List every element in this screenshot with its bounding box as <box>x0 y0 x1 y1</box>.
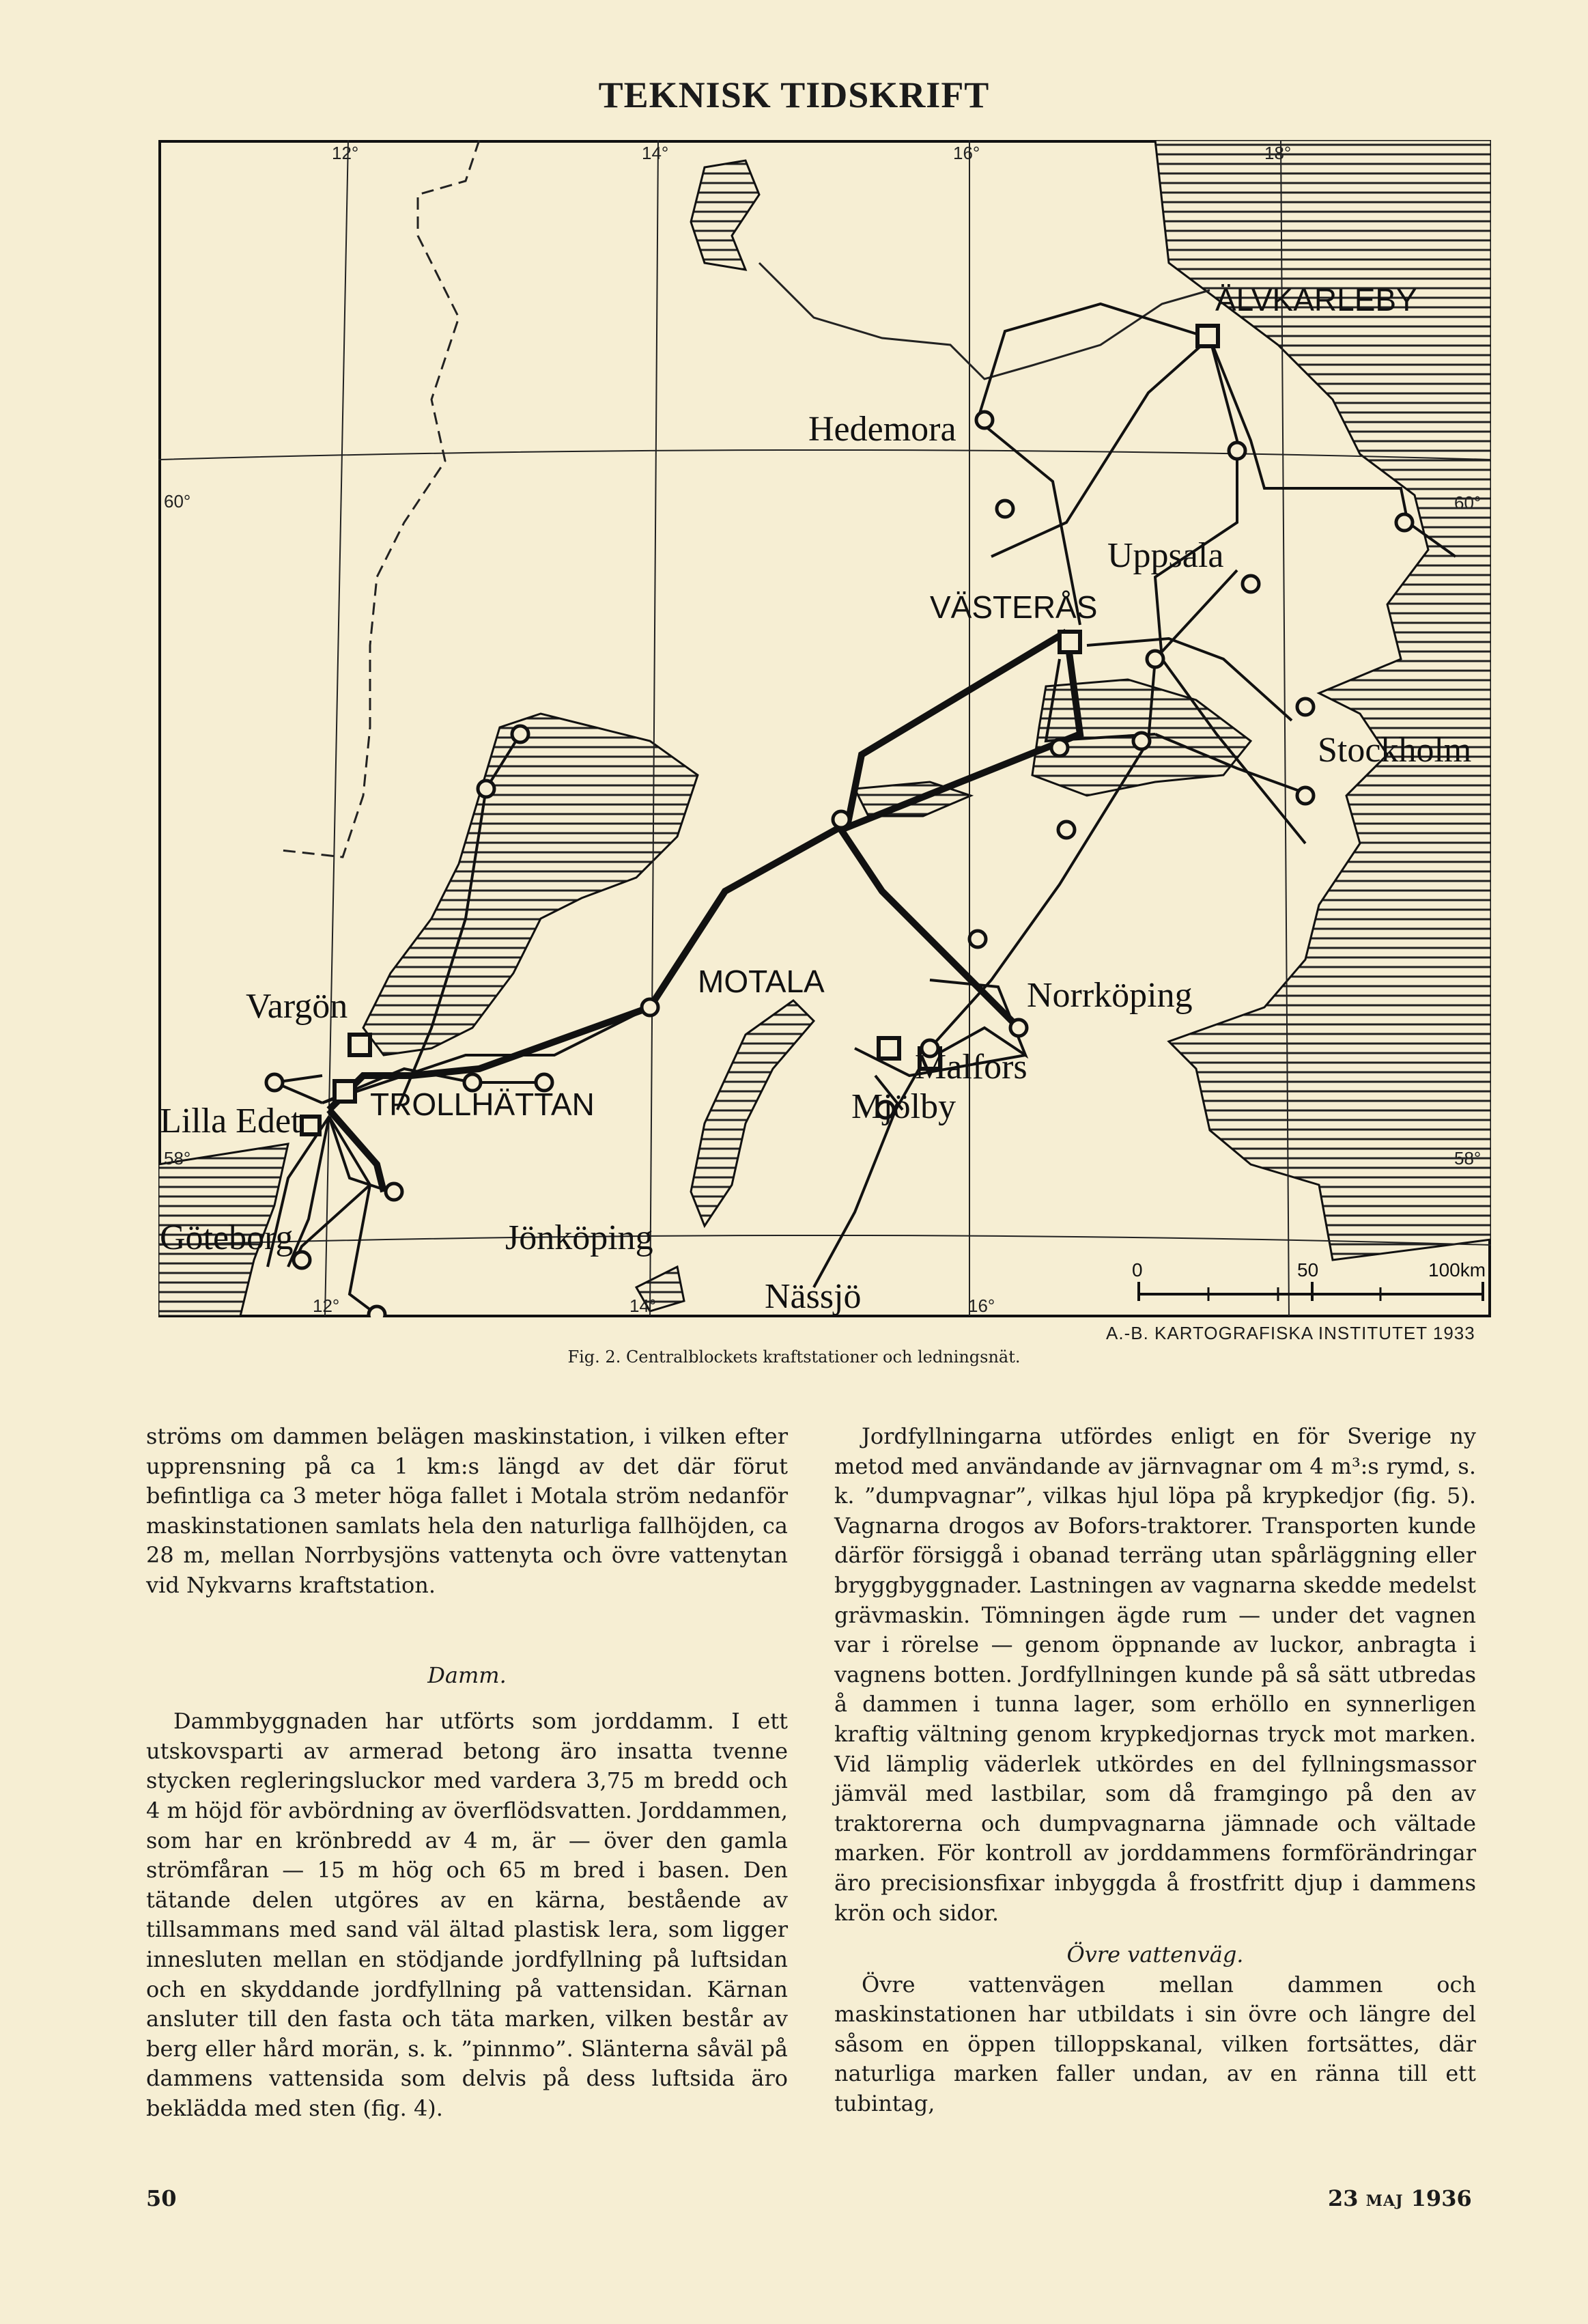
label-mjolby: Mjölby <box>851 1087 956 1126</box>
issue-year: 1936 <box>1410 2185 1472 2211</box>
river-dalalven <box>759 263 1210 379</box>
label-stockholm: Stockholm <box>1318 731 1472 770</box>
lat-label-60-right: 60° <box>1454 492 1481 513</box>
lon-label-16-bottom: 16° <box>968 1296 995 1316</box>
heading-ovre-vattenvag: Övre vattenväg. <box>1066 1942 1244 1968</box>
lat-label-58: 58° <box>164 1148 191 1168</box>
lon-label-12: 12° <box>332 143 359 163</box>
label-uppsala: Uppsala <box>1107 536 1224 575</box>
lake-siljan <box>691 160 759 270</box>
issue-day: 23 <box>1328 2185 1359 2211</box>
lon-label-16: 16° <box>953 143 980 163</box>
label-nassjo: Nässjö <box>765 1277 862 1316</box>
map-svg <box>158 140 1491 1317</box>
heading-damm: Damm. <box>427 1662 507 1688</box>
label-motala: MOTALA <box>698 964 825 999</box>
national-border <box>281 140 479 857</box>
scale-bar <box>1132 1259 1486 1301</box>
map-publisher-credit: A.-B. KARTOGRAFISKA INSTITUTET 1933 <box>1106 1323 1475 1343</box>
label-alvkarleby: ÄLVKARLEBY <box>1215 282 1417 318</box>
label-malfors: Malfors <box>915 1048 1027 1087</box>
issue-date <box>1328 2185 1472 2211</box>
label-norrkoping: Norrköping <box>1027 976 1193 1015</box>
map-figure <box>158 140 1491 1317</box>
label-hedemora: Hedemora <box>808 410 956 449</box>
left-paragraph-1: ströms om dammen belägen maskinstation, i vilken efter upprensning på ca 1 km:s längd av det där förut befintliga ca 3 meter höga fallet i Motala ström nedanför maskinstationen samlats hela den naturliga fallhöjden, ca 28 m, mellan Norrbysjöns vattenyta och övre vattenytan vid Nykvarns kraftstation. <box>146 1423 788 1598</box>
lon-label-18: 18° <box>1264 143 1292 163</box>
label-trollhattan: TROLLHÄTTAN <box>370 1087 595 1122</box>
left-column <box>146 1422 788 2123</box>
figure-caption: Fig. 2. Centralblockets kraftstationer och ledningsnät. <box>567 1347 1021 1367</box>
lat-label-60: 60° <box>164 491 191 512</box>
left-paragraph-2: Dammbyggnaden har utförts som jorddamm. I ett utskovsparti av armerad betong äro insatta tvenne stycken regleringsluckor med vardera 3,75 m bredd och 4 m höjd för avbördning av överflödsvatten. Jorddammen, som har en krönbredd av 4 m, är — över den gamla strömfåran — 15 m hög och 65 m bred i basen. Den tätande delen utgöres av en kärna, bestående av tillsammans med sand väl ältad plastisk lera, som ligger innesluten mellan en stödjande jordfyllning på luftsidan och en skyddande jordfyllning på vattensidan. Kärnan ansluter till den fasta och täta marken, vilken består av berg eller hård morän, s. k. ”pinnmo”. Slänterna såväl på dammens vattensida som delvis på dess luftsida äro beklädda med sten (fig. 4). <box>146 1708 788 2121</box>
label-vargon: Vargön <box>246 987 348 1026</box>
scale-label-100km: 100km <box>1428 1259 1486 1280</box>
label-lilla-edet: Lilla Edet <box>160 1102 301 1140</box>
label-jonkoping: Jönköping <box>505 1218 653 1257</box>
lake-vattern <box>691 1000 814 1226</box>
right-paragraph-1: Jordfyllningarna utfördes enligt en för Sverige ny metod med användande av järnvagnar om 4 m³:s rymd, s. k. ”dumpvagnar”, vilkas hjul löpa på krypkedjor (fig. 5). Vagnarna drogos av Bofors-traktorer. Transporten kunde därför försiggå i obanad terräng utan spårläggning eller bryggbyggnader. Lastningen av vagnarna skedde medelst grävmaskin. Tömningen ägde rum — under det vagnen var i rörelse — genom öppnande av luckor, anbragta i vagnens botten. Jordfyllningen kunde på så sätt utbredas å dammen i tunna lager, som erhöllo en synnerligen kraftig vältning genom krypkedjornas tryck mot marken. Vid lämplig väderlek utkördes en del fyllningsmassor jämväl med lastbilar, som då framgingo på den av traktorerna och dumpvagnarna jämnade och vältade marken. För kontroll av jorddammens formförändringar äro precisionsfixar inbyggda å frostfritt djup i dammens krön och sidor. <box>834 1423 1476 1926</box>
scale-label-50: 50 <box>1297 1259 1319 1280</box>
label-vasteras: VÄSTERÅS <box>930 589 1098 625</box>
lat-label-58-right: 58° <box>1454 1148 1481 1168</box>
right-paragraph-2: Övre vattenvägen mellan dammen och maskinstationen har utbildats i sin övre och längre del såsom en öppen tilloppskanal, vilken fortsättes, där naturliga marken faller undan, av en ränna till ett tubintag, <box>834 1971 1476 2117</box>
label-goteborg: Göteborg <box>160 1218 294 1257</box>
station-circles <box>266 412 1413 1317</box>
lon-label-12-bottom: 12° <box>313 1296 340 1316</box>
journal-title: TEKNISK TIDSKRIFT <box>598 74 990 115</box>
page-number: 50 <box>146 2185 177 2211</box>
lon-label-14: 14° <box>642 143 669 163</box>
lon-label-14-bottom: 14° <box>629 1296 657 1316</box>
right-column <box>834 1422 1476 2119</box>
scale-label-0: 0 <box>1132 1259 1143 1280</box>
issue-month: MAJ <box>1365 2192 1404 2210</box>
